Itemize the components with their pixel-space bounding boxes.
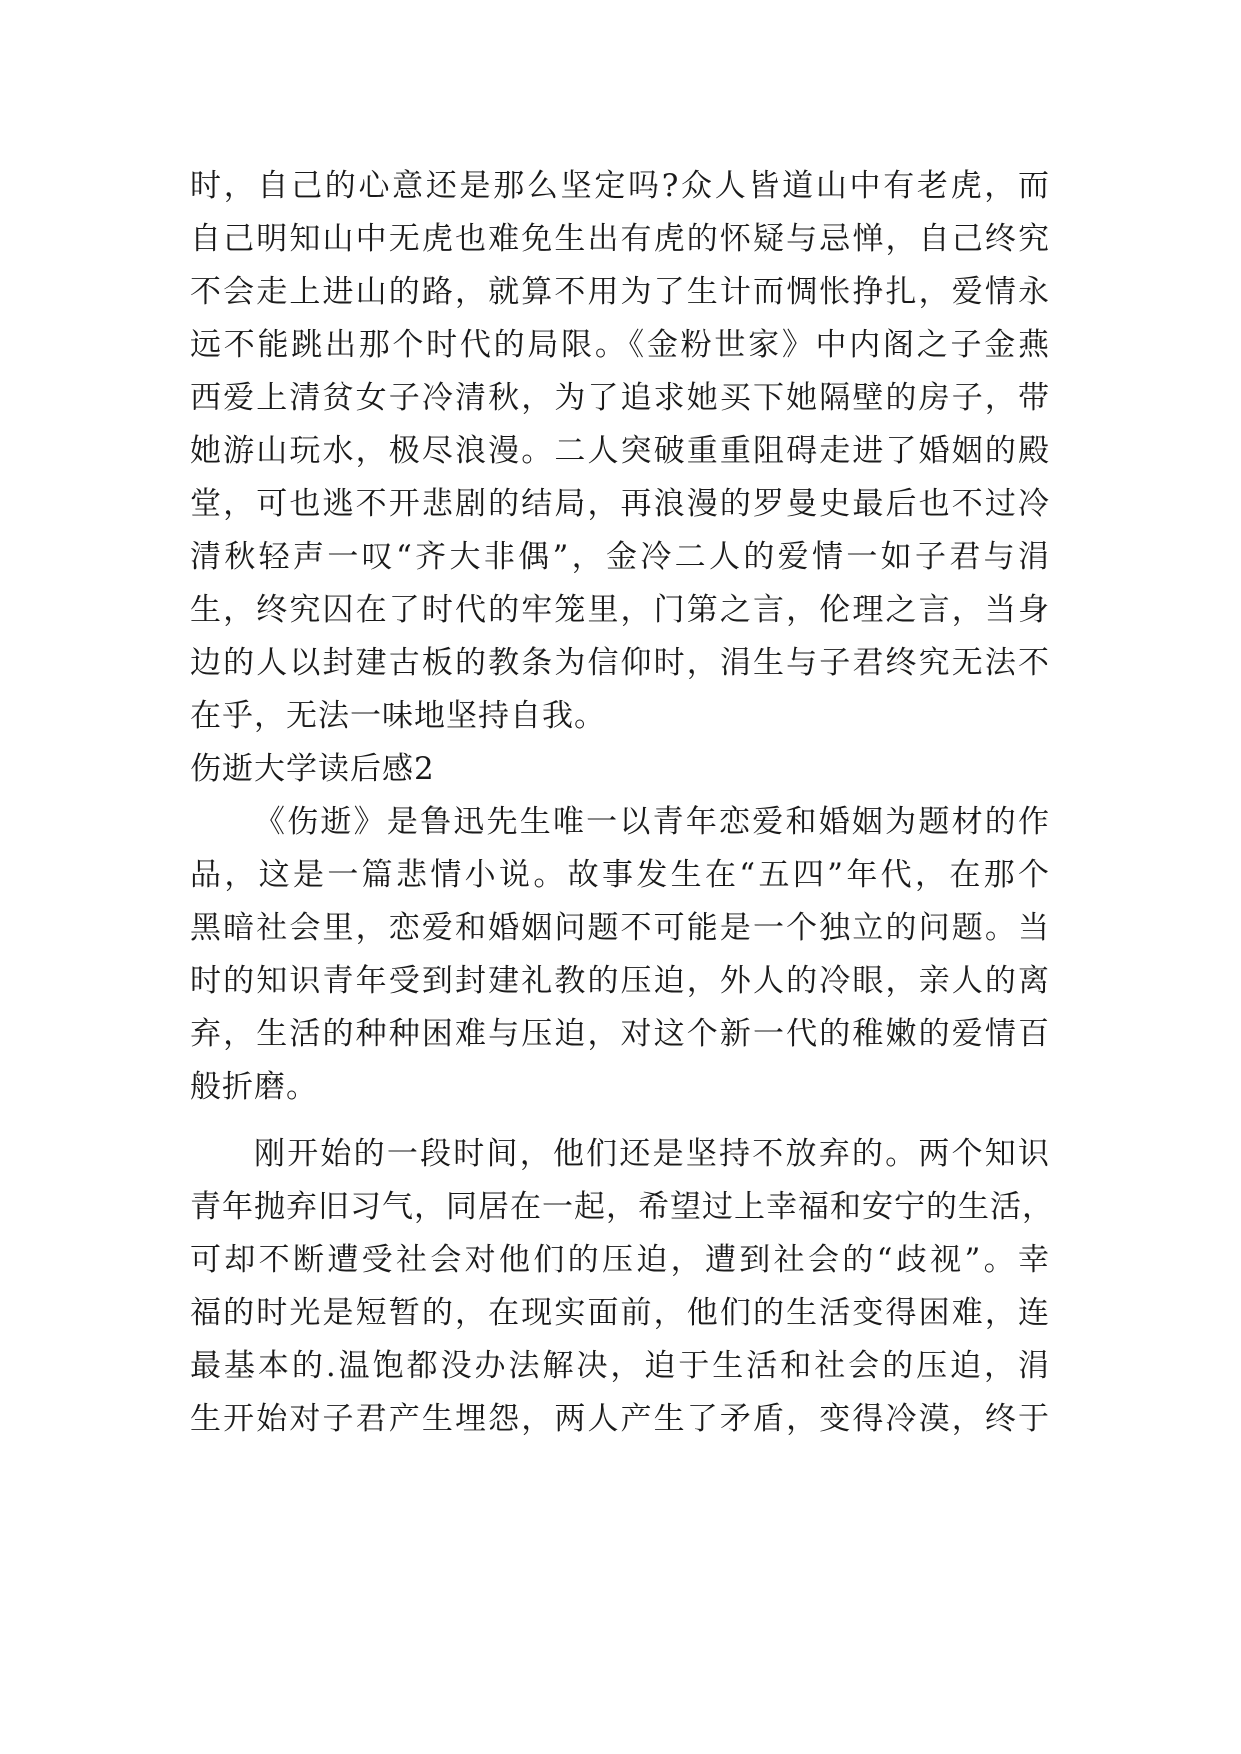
text-line: 弃，生活的种种困难与压迫，对这个新一代的稚嫩的爱情百 (190, 1016, 1050, 1052)
paragraph-3 (190, 1128, 1054, 1446)
paragraph-2 (190, 796, 1050, 1114)
text-line: 般折磨。 (190, 1069, 318, 1105)
text-line: 自己明知山中无虎也难免生出有虎的怀疑与忌惮，自己终究 (190, 221, 1050, 257)
text-line: 福的时光是短暂的，在现实面前，他们的生活变得困难，连 (190, 1295, 1050, 1331)
document-page (190, 160, 1054, 1446)
text-line: 可却不断遭受社会对他们的压迫，遭到社会的“歧视”。幸 (190, 1242, 1050, 1278)
text-line: 时的知识青年受到封建礼教的压迫，外人的冷眼，亲人的离 (190, 963, 1050, 999)
text-line: 远不能跳出那个时代的局限。《金粉世家》中内阁之子金燕 (190, 327, 1050, 363)
text-line: 生开始对子君产生埋怨，两人产生了矛盾，变得冷漠，终于 (190, 1401, 1050, 1437)
text-line: 品，这是一篇悲情小说。故事发生在“五四”年代，在那个 (190, 857, 1050, 893)
text-line: 黑暗社会里，恋爱和婚姻问题不可能是一个独立的问题。当 (190, 910, 1050, 946)
section-heading: 伤逝大学读后感2 (190, 751, 435, 787)
text-line: 边的人以封建古板的教条为信仰时，涓生与子君终究无法不 (190, 645, 1050, 681)
text-line: 在乎，无法一味地坚持自我。 (190, 698, 606, 734)
text-line: 青年抛弃旧习气，同居在一起，希望过上幸福和安宁的生活， (190, 1189, 1054, 1225)
text-line: 最基本的.温饱都没办法解决，迫于生活和社会的压迫，涓 (190, 1348, 1050, 1384)
text-line: 生，终究囚在了时代的牢笼里，门第之言，伦理之言，当身 (190, 592, 1050, 628)
text-line: 清秋轻声一叹“齐大非偶”，金冷二人的爱情一如子君与涓 (190, 539, 1050, 575)
text-line: 时，自己的心意还是那么坚定吗?众人皆道山中有老虎，而 (190, 168, 1050, 204)
text-line: 她游山玩水，极尽浪漫。二人突破重重阻碍走进了婚姻的殿 (190, 433, 1050, 469)
paragraph-spacer (190, 1114, 1050, 1128)
text-line: 刚开始的一段时间，他们还是坚持不放弃的。两个知识 (254, 1136, 1050, 1172)
text-line: 堂，可也逃不开悲剧的结局，再浪漫的罗曼史最后也不过冷 (190, 486, 1050, 522)
text-line: 《伤逝》是鲁迅先生唯一以青年恋爱和婚姻为题材的作 (254, 804, 1050, 840)
text-line: 不会走上进山的路，就算不用为了生计而惆怅挣扎，爱情永 (190, 274, 1050, 310)
paragraph-1 (190, 160, 1050, 743)
text-line: 西爱上清贫女子冷清秋，为了追求她买下她隔壁的房子，带 (190, 380, 1050, 416)
